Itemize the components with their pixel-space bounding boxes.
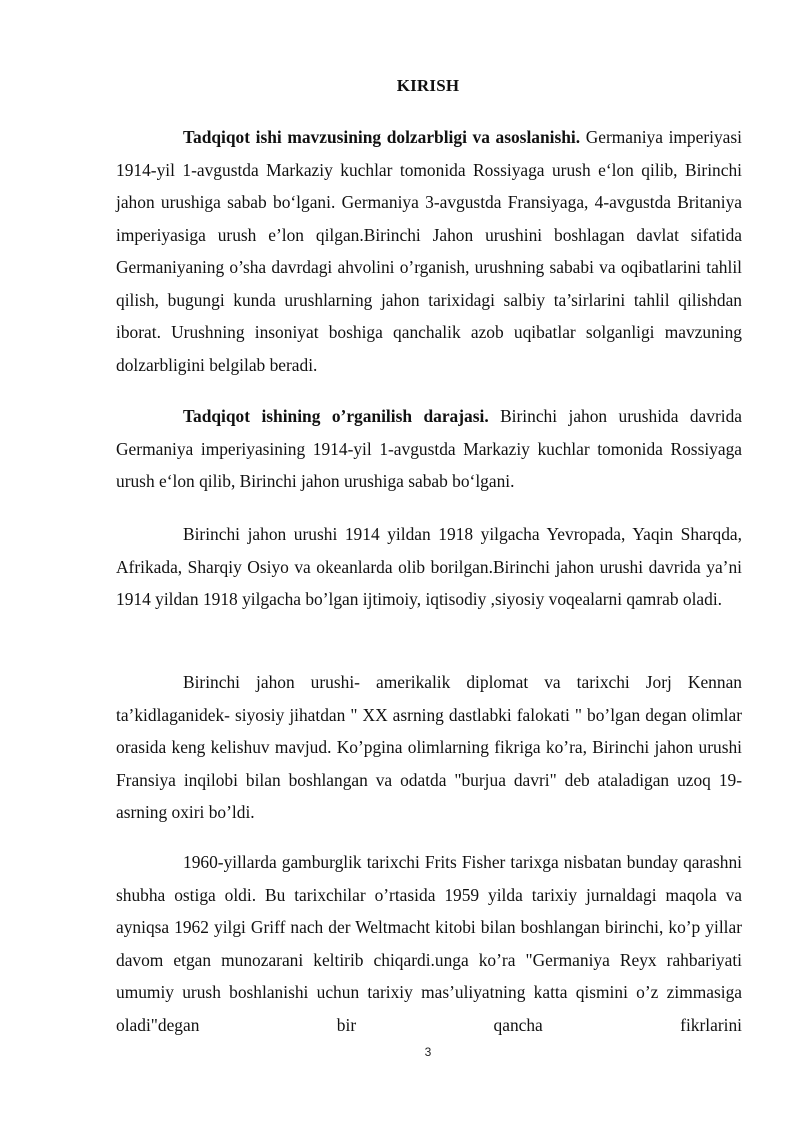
paragraph-war-scope: [116, 518, 742, 616]
paragraph-lead-heading: Tadqiqot ishi mavzusining dolzarbligi va asoslanishi.: [183, 127, 581, 147]
paragraph-text: 1960-yillarda gamburglik tarixchi Frits Fisher tarixga nisbatan bunday qarashni shubha ostiga oldi. Bu tarixchilar o’rtasida 1959 yilda tarixiy jurnaldagi maqola va ayniqsa 1962 yilgi Griff nach der Weltmacht kitobi bilan boshlangan birinchi, ko’p yillar davom etgan munozarani keltirib chiqardi.unga ko’ra "Germaniya Reyx rahbariyati umumiy urush boshlanishi uchun tarixiy mas’uliyatning katta qismini o’z zimmasiga oladi"degan bir qancha fikrlarini: [116, 852, 742, 1035]
paragraph-study-level: [116, 400, 742, 498]
paragraph-text: Birinchi jahon urushida davrida Germaniya imperiyasining 1914-yil 1-avgustda Markaziy kuchlar tomonida Rossiyaga urush e‘lon qilib, Birinchi jahon urushiga sabab bo‘lgani.: [116, 406, 742, 491]
page-number: 3: [424, 1045, 432, 1059]
paragraph-text: Birinchi jahon urushi- amerikalik diplomat va tarixchi Jorj Kennan ta’kidlaganidek- siyosiy jihatdan " XX asrning dastlabki falokati " bo’lgan degan olimlar orasida keng kelishuv mavjud. Ko’pgina olimlarning fikriga ko’ra, Birinchi jahon urushi Fransiya inqilobi bilan boshlangan va odatda "burjua davri" deb ataladigan uzoq 19-asrning oxiri bo’ldi.: [116, 672, 742, 822]
paragraph-lead-heading: Tadqiqot ishining o’rganilish darajasi.: [183, 406, 489, 426]
paragraph-kennan: [116, 666, 742, 829]
paragraph-text: Birinchi jahon urushi 1914 yildan 1918 yilgacha Yevropada, Yaqin Sharqda, Afrikada, Sharqiy Osiyo va okeanlarda olib borilgan.Birinchi jahon urushi davrida ya’ni 1914 yildan 1918 yilgacha bo’lgan ijtimoiy, iqtisodiy ,siyosiy voqealarni qamrab oladi.: [116, 524, 742, 609]
page-title: KIRISH: [396, 76, 460, 95]
paragraph-text: Germaniya imperiyasi 1914-yil 1-avgustda Markaziy kuchlar tomonida Rossiyaga urush e‘lon qilib, Birinchi jahon urushiga sabab bo‘lgani. Germaniya 3-avgustda Fransiyaga, 4-avgustda Britaniya imperiyasiga urush e’lon qilgan.Birinchi Jahon urushini boshlagan davlat sifatida Germaniyaning o’sha davrdagi ahvolini o’rganish, urushning sababi va oqibatlarini tahlil qilish, bugungi kunda urushlarning jahon tarixidagi salbiy ta’sirlarini tahlil qilishdan iborat. Urushning insoniyat boshiga qanchalik azob uqibatlar solganligi mavzuning dolzarbligini belgilab beradi.: [116, 127, 742, 375]
paragraph-fisher: [116, 846, 742, 1041]
paragraph-relevance: [116, 121, 742, 381]
